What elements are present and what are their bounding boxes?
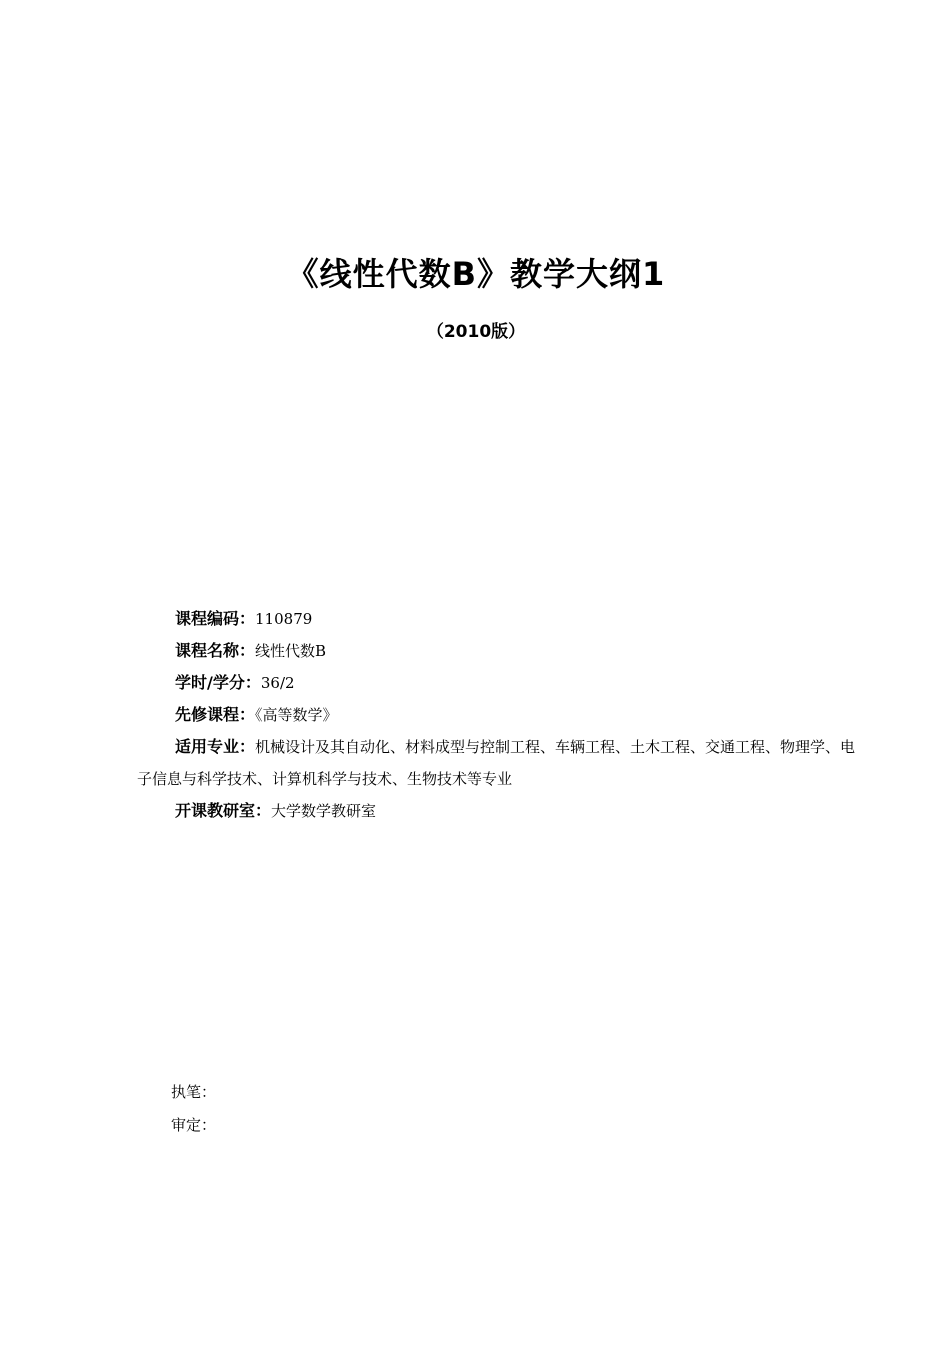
document-version: （2010版） <box>426 322 526 342</box>
course-name-label: 课程名称： <box>175 641 256 660</box>
majors-value: 机械设计及其自动化、材料成型与控制工程、车辆工程、土木工程、交通工程、物理学、电子信息与科学技术、计算机科学与技术、生物技术等专业 <box>137 738 856 788</box>
prerequisite-label: 先修课程： <box>175 705 256 724</box>
author-label: 执笔： <box>171 1083 217 1101</box>
majors-row <box>137 731 857 795</box>
department-value: 大学数学教研室 <box>271 802 377 820</box>
hours-credits-label: 学时/学分： <box>175 673 261 692</box>
course-name-value: 线性代数B <box>255 642 327 660</box>
hours-credits-row <box>137 667 857 699</box>
course-code-value: 110879 <box>255 610 313 628</box>
course-name-row <box>137 635 857 667</box>
prerequisite-row <box>137 699 857 731</box>
department-row <box>137 795 857 827</box>
signature-block <box>171 1076 216 1142</box>
course-code-label: 课程编码： <box>175 609 256 628</box>
course-code-row <box>137 603 857 635</box>
hours-credits-value: 36/2 <box>260 674 295 692</box>
majors-label: 适用专业： <box>175 737 256 756</box>
prerequisite-value: 《高等数学》 <box>255 706 338 724</box>
course-info <box>137 603 857 827</box>
document-title: 《线性代数B》教学大纲1 <box>286 255 666 293</box>
reviewer-label: 审定： <box>171 1116 217 1134</box>
department-label: 开课教研室： <box>175 801 272 820</box>
